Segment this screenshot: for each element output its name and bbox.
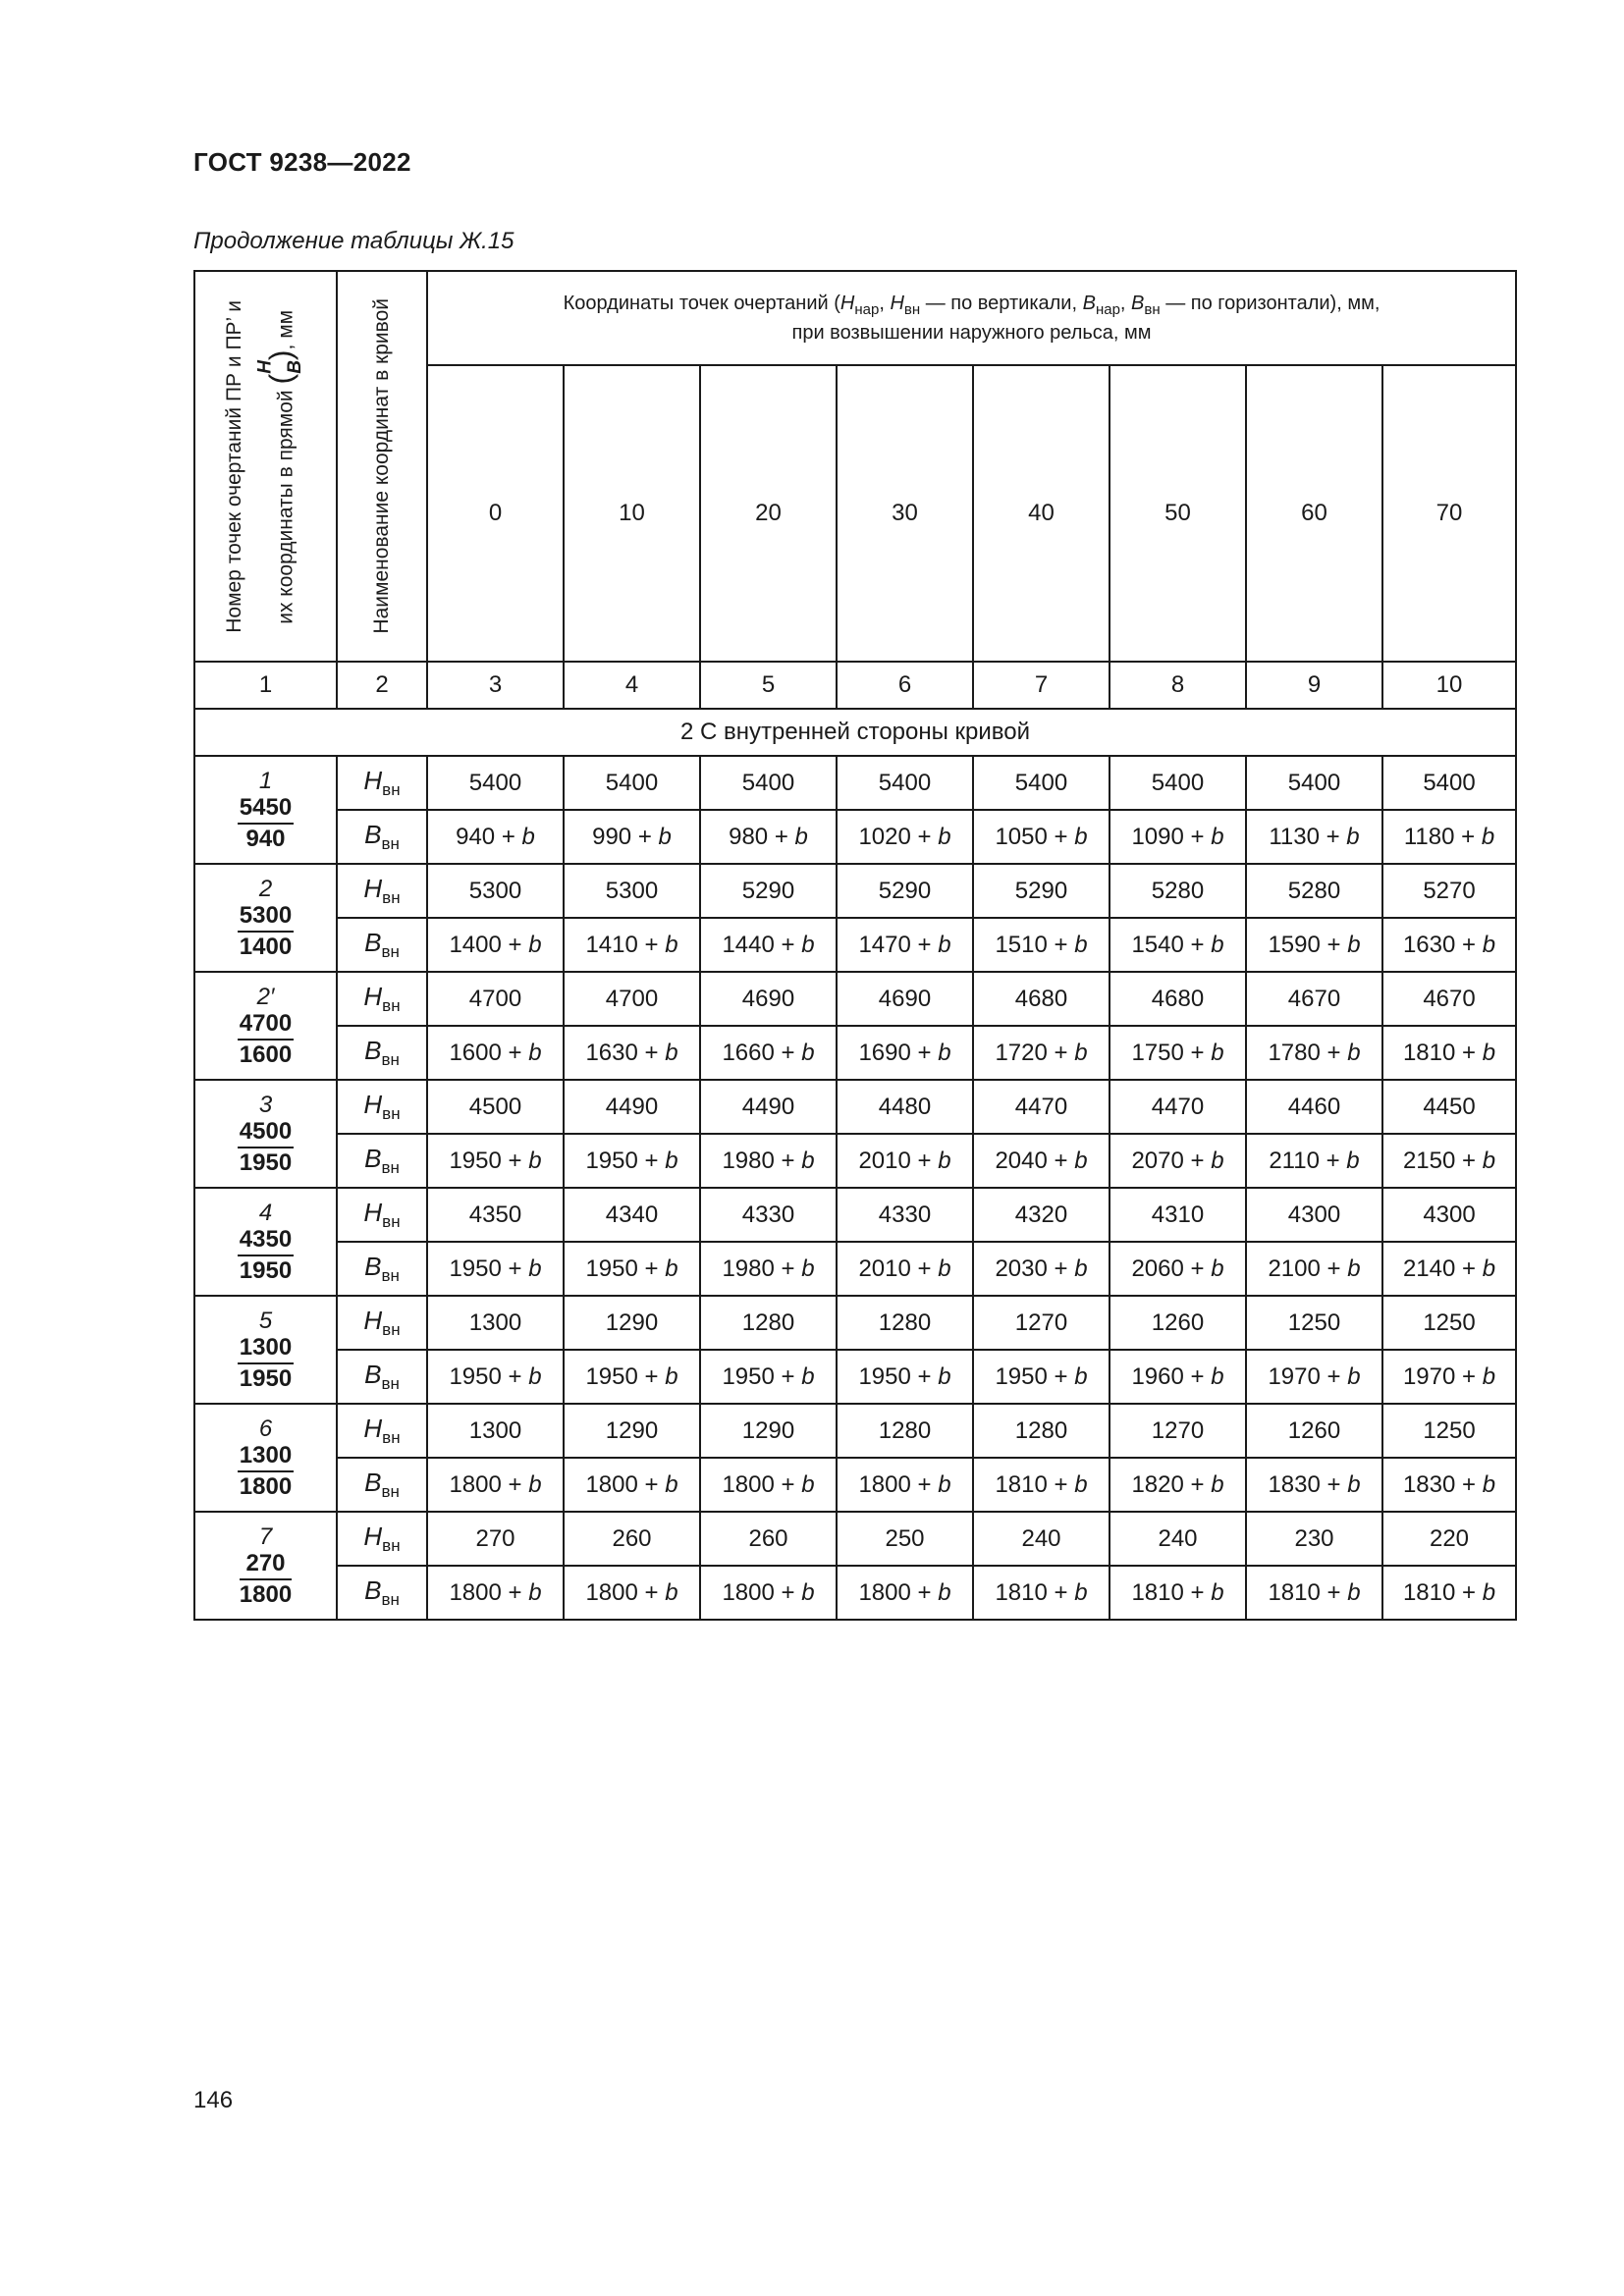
point-coordinates-fraction bbox=[238, 794, 294, 852]
b-value-cell: 2100 + b bbox=[1246, 1242, 1382, 1296]
b-value-cell: 1830 + b bbox=[1382, 1458, 1516, 1512]
b-value-cell: 1510 + b bbox=[973, 918, 1110, 972]
h-value-cell: 4340 bbox=[564, 1188, 700, 1242]
b-value-cell: 2010 + b bbox=[837, 1242, 973, 1296]
h-value-cell: 5400 bbox=[1246, 756, 1382, 810]
h-value-cell: 4490 bbox=[700, 1080, 837, 1134]
b-value-cell: 1950 + b bbox=[564, 1134, 700, 1188]
h-value-cell: 4470 bbox=[973, 1080, 1110, 1134]
elevation-header-cell: 70 bbox=[1382, 365, 1516, 662]
point-cell bbox=[194, 1512, 337, 1620]
coord-name-b: $B_{вн}$ bbox=[337, 918, 427, 972]
point-coordinates-fraction bbox=[238, 902, 294, 960]
b-value-cell: 1690 + b bbox=[837, 1026, 973, 1080]
point-cell bbox=[194, 1296, 337, 1404]
point-number: 6 bbox=[258, 1415, 273, 1442]
column-number-cell: 9 bbox=[1246, 662, 1382, 709]
h-value-cell: 250 bbox=[837, 1512, 973, 1566]
b-value-cell: 1800 + b bbox=[564, 1566, 700, 1620]
b-value-cell: 1950 + b bbox=[427, 1350, 564, 1404]
b-value-cell: 1720 + b bbox=[973, 1026, 1110, 1080]
point-cell bbox=[194, 1404, 337, 1512]
h-value-cell: 5290 bbox=[973, 864, 1110, 918]
b-value-cell: 1470 + b bbox=[837, 918, 973, 972]
b-value-cell: 1050 + b bbox=[973, 810, 1110, 864]
table-row-h bbox=[194, 1512, 1516, 1566]
section-title: 2 С внутренней стороны кривой bbox=[194, 709, 1516, 756]
point-number: 2′ bbox=[256, 983, 275, 1010]
h-value-cell: 5280 bbox=[1246, 864, 1382, 918]
b-value-cell: 1800 + b bbox=[427, 1458, 564, 1512]
h-value-cell: 4300 bbox=[1382, 1188, 1516, 1242]
h-value-cell: 1250 bbox=[1382, 1404, 1516, 1458]
b-value-cell: 1630 + b bbox=[564, 1026, 700, 1080]
b-value-cell: 1810 + b bbox=[1382, 1026, 1516, 1080]
h-value-cell: 5280 bbox=[1110, 864, 1246, 918]
b-value-cell: 1950 + b bbox=[564, 1242, 700, 1296]
b-value-cell: 1090 + b bbox=[1110, 810, 1246, 864]
point-b-straight: 1950 bbox=[239, 1256, 293, 1284]
h-value-cell: 1260 bbox=[1246, 1404, 1382, 1458]
point-coordinates-fraction bbox=[238, 1226, 294, 1284]
h-value-cell: 4700 bbox=[427, 972, 564, 1026]
h-value-cell: 1290 bbox=[700, 1404, 837, 1458]
coord-name-h: $H_{вн}$ bbox=[337, 1080, 427, 1134]
point-h-straight: 270 bbox=[240, 1550, 292, 1580]
b-value-cell: 980 + b bbox=[700, 810, 837, 864]
header-point-label: Номер точек очертаний ПР и ПР’ и их координаты в прямой ( H B ), мм bbox=[223, 299, 306, 633]
table-row-b bbox=[194, 918, 1516, 972]
b-value-cell: 1980 + b bbox=[700, 1242, 837, 1296]
point-number: 4 bbox=[258, 1199, 273, 1226]
h-value-cell: 4450 bbox=[1382, 1080, 1516, 1134]
h-value-cell: 4490 bbox=[564, 1080, 700, 1134]
h-value-cell: 220 bbox=[1382, 1512, 1516, 1566]
coord-name-b: $B_{вн}$ bbox=[337, 1458, 427, 1512]
point-h-straight: 4700 bbox=[238, 1010, 294, 1041]
b-value-cell: 1750 + b bbox=[1110, 1026, 1246, 1080]
page-number: 146 bbox=[193, 2087, 234, 2113]
b-value-cell: 1630 + b bbox=[1382, 918, 1516, 972]
b-value-cell: 2040 + b bbox=[973, 1134, 1110, 1188]
b-value-cell: 2140 + b bbox=[1382, 1242, 1516, 1296]
table-row-h bbox=[194, 864, 1516, 918]
h-value-cell: 5270 bbox=[1382, 864, 1516, 918]
header-coord-name-label: Наименование координат в кривой bbox=[370, 298, 394, 634]
point-cell bbox=[194, 864, 337, 972]
column-numbers-row bbox=[194, 662, 1516, 709]
b-value-cell: 1950 + b bbox=[427, 1242, 564, 1296]
section-row bbox=[194, 709, 1516, 756]
point-coordinates-fraction bbox=[238, 1118, 294, 1176]
h-value-cell: 5290 bbox=[700, 864, 837, 918]
point-cell bbox=[194, 972, 337, 1080]
header-row-1 bbox=[194, 271, 1516, 365]
b-value-cell: 1950 + b bbox=[564, 1350, 700, 1404]
h-value-cell: 4310 bbox=[1110, 1188, 1246, 1242]
b-value-cell: 1800 + b bbox=[427, 1566, 564, 1620]
b-value-cell: 2070 + b bbox=[1110, 1134, 1246, 1188]
b-value-cell: 2010 + b bbox=[837, 1134, 973, 1188]
coordinates-table bbox=[193, 270, 1517, 1621]
header-coord-name-cell bbox=[337, 271, 427, 662]
h-value-cell: 1250 bbox=[1246, 1296, 1382, 1350]
h-value-cell: 5400 bbox=[427, 756, 564, 810]
h-value-cell: 5400 bbox=[1110, 756, 1246, 810]
table-row-b bbox=[194, 1350, 1516, 1404]
h-value-cell: 1280 bbox=[973, 1404, 1110, 1458]
h-value-cell: 4330 bbox=[837, 1188, 973, 1242]
b-value-cell: 1020 + b bbox=[837, 810, 973, 864]
b-value-cell: 2030 + b bbox=[973, 1242, 1110, 1296]
coord-name-b: $B_{вн}$ bbox=[337, 810, 427, 864]
h-value-cell: 5400 bbox=[837, 756, 973, 810]
coord-name-h: $H_{вн}$ bbox=[337, 864, 427, 918]
header-point-cell bbox=[194, 271, 337, 662]
b-value-cell: 2060 + b bbox=[1110, 1242, 1246, 1296]
b-value-cell: 1130 + b bbox=[1246, 810, 1382, 864]
b-value-cell: 1950 + b bbox=[700, 1350, 837, 1404]
point-b-straight: 1950 bbox=[239, 1364, 293, 1392]
table-row-b bbox=[194, 1026, 1516, 1080]
coord-name-h: $H_{вн}$ bbox=[337, 1296, 427, 1350]
b-value-cell: 1980 + b bbox=[700, 1134, 837, 1188]
h-value-cell: 4350 bbox=[427, 1188, 564, 1242]
point-h-straight: 4350 bbox=[238, 1226, 294, 1256]
b-value-cell: 1820 + b bbox=[1110, 1458, 1246, 1512]
b-value-cell: 1830 + b bbox=[1246, 1458, 1382, 1512]
table-caption: Продолжение таблицы Ж.15 bbox=[193, 228, 514, 254]
point-number: 5 bbox=[258, 1307, 273, 1334]
b-value-cell: 1400 + b bbox=[427, 918, 564, 972]
b-value-cell: 1810 + b bbox=[1110, 1566, 1246, 1620]
b-value-cell: 1180 + b bbox=[1382, 810, 1516, 864]
h-value-cell: 1300 bbox=[427, 1404, 564, 1458]
column-number-cell: 8 bbox=[1110, 662, 1246, 709]
h-value-cell: 1290 bbox=[564, 1404, 700, 1458]
coord-name-h: $H_{вн}$ bbox=[337, 1404, 427, 1458]
b-value-cell: 1800 + b bbox=[837, 1458, 973, 1512]
b-value-cell: 1590 + b bbox=[1246, 918, 1382, 972]
h-value-cell: 5300 bbox=[427, 864, 564, 918]
table-row-b bbox=[194, 1242, 1516, 1296]
point-cell bbox=[194, 756, 337, 864]
b-value-cell: 1960 + b bbox=[1110, 1350, 1246, 1404]
point-coordinates-fraction bbox=[238, 1010, 294, 1068]
h-value-cell: 1290 bbox=[564, 1296, 700, 1350]
point-b-straight: 1800 bbox=[239, 1472, 293, 1500]
coord-name-b: $B_{вн}$ bbox=[337, 1350, 427, 1404]
h-value-cell: 1280 bbox=[837, 1404, 973, 1458]
point-number: 7 bbox=[258, 1522, 273, 1550]
column-number-cell: 3 bbox=[427, 662, 564, 709]
point-b-straight: 1400 bbox=[239, 933, 293, 960]
elevation-header-cell: 0 bbox=[427, 365, 564, 662]
b-value-cell: 1810 + b bbox=[1382, 1566, 1516, 1620]
b-value-cell: 1950 + b bbox=[837, 1350, 973, 1404]
h-value-cell: 1280 bbox=[700, 1296, 837, 1350]
point-coordinates-fraction bbox=[238, 1442, 294, 1500]
point-b-straight: 1600 bbox=[239, 1041, 293, 1068]
h-value-cell: 260 bbox=[564, 1512, 700, 1566]
coord-name-h: $H_{вн}$ bbox=[337, 1512, 427, 1566]
coord-name-h: $H_{вн}$ bbox=[337, 1188, 427, 1242]
document-title: ГОСТ 9238—2022 bbox=[193, 147, 411, 177]
elevation-header-cell: 30 bbox=[837, 365, 973, 662]
column-number-cell: 4 bbox=[564, 662, 700, 709]
point-h-straight: 5450 bbox=[238, 794, 294, 825]
coord-name-b: $B_{вн}$ bbox=[337, 1134, 427, 1188]
h-value-cell: 1270 bbox=[1110, 1404, 1246, 1458]
point-cell bbox=[194, 1188, 337, 1296]
point-h-straight: 1300 bbox=[238, 1442, 294, 1472]
h-value-cell: 5400 bbox=[1382, 756, 1516, 810]
table-row-b bbox=[194, 1566, 1516, 1620]
b-value-cell: 1950 + b bbox=[973, 1350, 1110, 1404]
b-value-cell: 1600 + b bbox=[427, 1026, 564, 1080]
b-value-cell: 1660 + b bbox=[700, 1026, 837, 1080]
coord-name-b: $B_{вн}$ bbox=[337, 1566, 427, 1620]
point-coordinates-fraction bbox=[238, 1334, 294, 1392]
h-value-cell: 4700 bbox=[564, 972, 700, 1026]
b-value-cell: 1810 + b bbox=[973, 1458, 1110, 1512]
h-value-cell: 4330 bbox=[700, 1188, 837, 1242]
point-cell bbox=[194, 1080, 337, 1188]
b-value-cell: 1810 + b bbox=[973, 1566, 1110, 1620]
h-value-cell: 4690 bbox=[700, 972, 837, 1026]
h-value-cell: 5400 bbox=[700, 756, 837, 810]
h-value-cell: 4480 bbox=[837, 1080, 973, 1134]
elevation-header-cell: 20 bbox=[700, 365, 837, 662]
h-value-cell: 4680 bbox=[1110, 972, 1246, 1026]
b-value-cell: 940 + b bbox=[427, 810, 564, 864]
h-value-cell: 1260 bbox=[1110, 1296, 1246, 1350]
b-value-cell: 1800 + b bbox=[700, 1566, 837, 1620]
b-value-cell: 1440 + b bbox=[700, 918, 837, 972]
h-value-cell: 4670 bbox=[1246, 972, 1382, 1026]
h-value-cell: 1280 bbox=[837, 1296, 973, 1350]
point-h-straight: 4500 bbox=[238, 1118, 294, 1148]
header-coordinates-title: Координаты точек очертаний ($H_{нар}$, $H_{вн}$ — по вертикали, $B_{нар}$, $B_{вн}$ — по горизонтали), мм, при возвышении наружного рельса, мм bbox=[427, 271, 1516, 365]
h-value-cell: 5400 bbox=[973, 756, 1110, 810]
b-value-cell: 1540 + b bbox=[1110, 918, 1246, 972]
table-row-b bbox=[194, 1134, 1516, 1188]
table-row-h bbox=[194, 756, 1516, 810]
h-value-cell: 260 bbox=[700, 1512, 837, 1566]
elevation-header-cell: 40 bbox=[973, 365, 1110, 662]
table-row-h bbox=[194, 972, 1516, 1026]
point-number: 2 bbox=[258, 875, 273, 902]
column-number-cell: 1 bbox=[194, 662, 337, 709]
point-coordinates-fraction bbox=[240, 1550, 292, 1608]
coord-name-h: $H_{вн}$ bbox=[337, 756, 427, 810]
coord-name-h: $H_{вн}$ bbox=[337, 972, 427, 1026]
h-value-cell: 4500 bbox=[427, 1080, 564, 1134]
b-value-cell: 1970 + b bbox=[1382, 1350, 1516, 1404]
b-value-cell: 1800 + b bbox=[564, 1458, 700, 1512]
b-value-cell: 1800 + b bbox=[837, 1566, 973, 1620]
table-row-h bbox=[194, 1188, 1516, 1242]
table-row-b bbox=[194, 810, 1516, 864]
h-value-cell: 5400 bbox=[564, 756, 700, 810]
h-value-cell: 4460 bbox=[1246, 1080, 1382, 1134]
b-value-cell: 1800 + b bbox=[700, 1458, 837, 1512]
b-value-cell: 1780 + b bbox=[1246, 1026, 1382, 1080]
point-number: 3 bbox=[258, 1091, 273, 1118]
h-value-cell: 240 bbox=[1110, 1512, 1246, 1566]
b-value-cell: 2150 + b bbox=[1382, 1134, 1516, 1188]
point-b-straight: 940 bbox=[245, 825, 286, 852]
coord-name-b: $B_{вн}$ bbox=[337, 1026, 427, 1080]
table-row-b bbox=[194, 1458, 1516, 1512]
column-number-cell: 5 bbox=[700, 662, 837, 709]
elevation-header-cell: 50 bbox=[1110, 365, 1246, 662]
h-value-cell: 4680 bbox=[973, 972, 1110, 1026]
column-number-cell: 7 bbox=[973, 662, 1110, 709]
table-row-h bbox=[194, 1404, 1516, 1458]
h-value-cell: 4670 bbox=[1382, 972, 1516, 1026]
h-value-cell: 5300 bbox=[564, 864, 700, 918]
table-row-h bbox=[194, 1296, 1516, 1350]
h-value-cell: 5290 bbox=[837, 864, 973, 918]
h-value-cell: 4300 bbox=[1246, 1188, 1382, 1242]
h-value-cell: 1250 bbox=[1382, 1296, 1516, 1350]
point-h-straight: 1300 bbox=[238, 1334, 294, 1364]
h-value-cell: 1270 bbox=[973, 1296, 1110, 1350]
table-row-h bbox=[194, 1080, 1516, 1134]
column-number-cell: 6 bbox=[837, 662, 973, 709]
h-value-cell: 240 bbox=[973, 1512, 1110, 1566]
coord-name-b: $B_{вн}$ bbox=[337, 1242, 427, 1296]
h-value-cell: 4320 bbox=[973, 1188, 1110, 1242]
h-value-cell: 4470 bbox=[1110, 1080, 1246, 1134]
b-value-cell: 1810 + b bbox=[1246, 1566, 1382, 1620]
b-value-cell: 1410 + b bbox=[564, 918, 700, 972]
b-value-cell: 1970 + b bbox=[1246, 1350, 1382, 1404]
point-b-straight: 1950 bbox=[239, 1148, 293, 1176]
h-value-cell: 230 bbox=[1246, 1512, 1382, 1566]
point-number: 1 bbox=[258, 767, 273, 794]
b-value-cell: 990 + b bbox=[564, 810, 700, 864]
column-number-cell: 2 bbox=[337, 662, 427, 709]
h-value-cell: 270 bbox=[427, 1512, 564, 1566]
h-value-cell: 4690 bbox=[837, 972, 973, 1026]
b-value-cell: 2110 + b bbox=[1246, 1134, 1382, 1188]
point-h-straight: 5300 bbox=[238, 902, 294, 933]
column-number-cell: 10 bbox=[1382, 662, 1516, 709]
elevation-header-cell: 60 bbox=[1246, 365, 1382, 662]
b-value-cell: 1950 + b bbox=[427, 1134, 564, 1188]
elevation-header-cell: 10 bbox=[564, 365, 700, 662]
h-value-cell: 1300 bbox=[427, 1296, 564, 1350]
point-b-straight: 1800 bbox=[239, 1580, 293, 1608]
